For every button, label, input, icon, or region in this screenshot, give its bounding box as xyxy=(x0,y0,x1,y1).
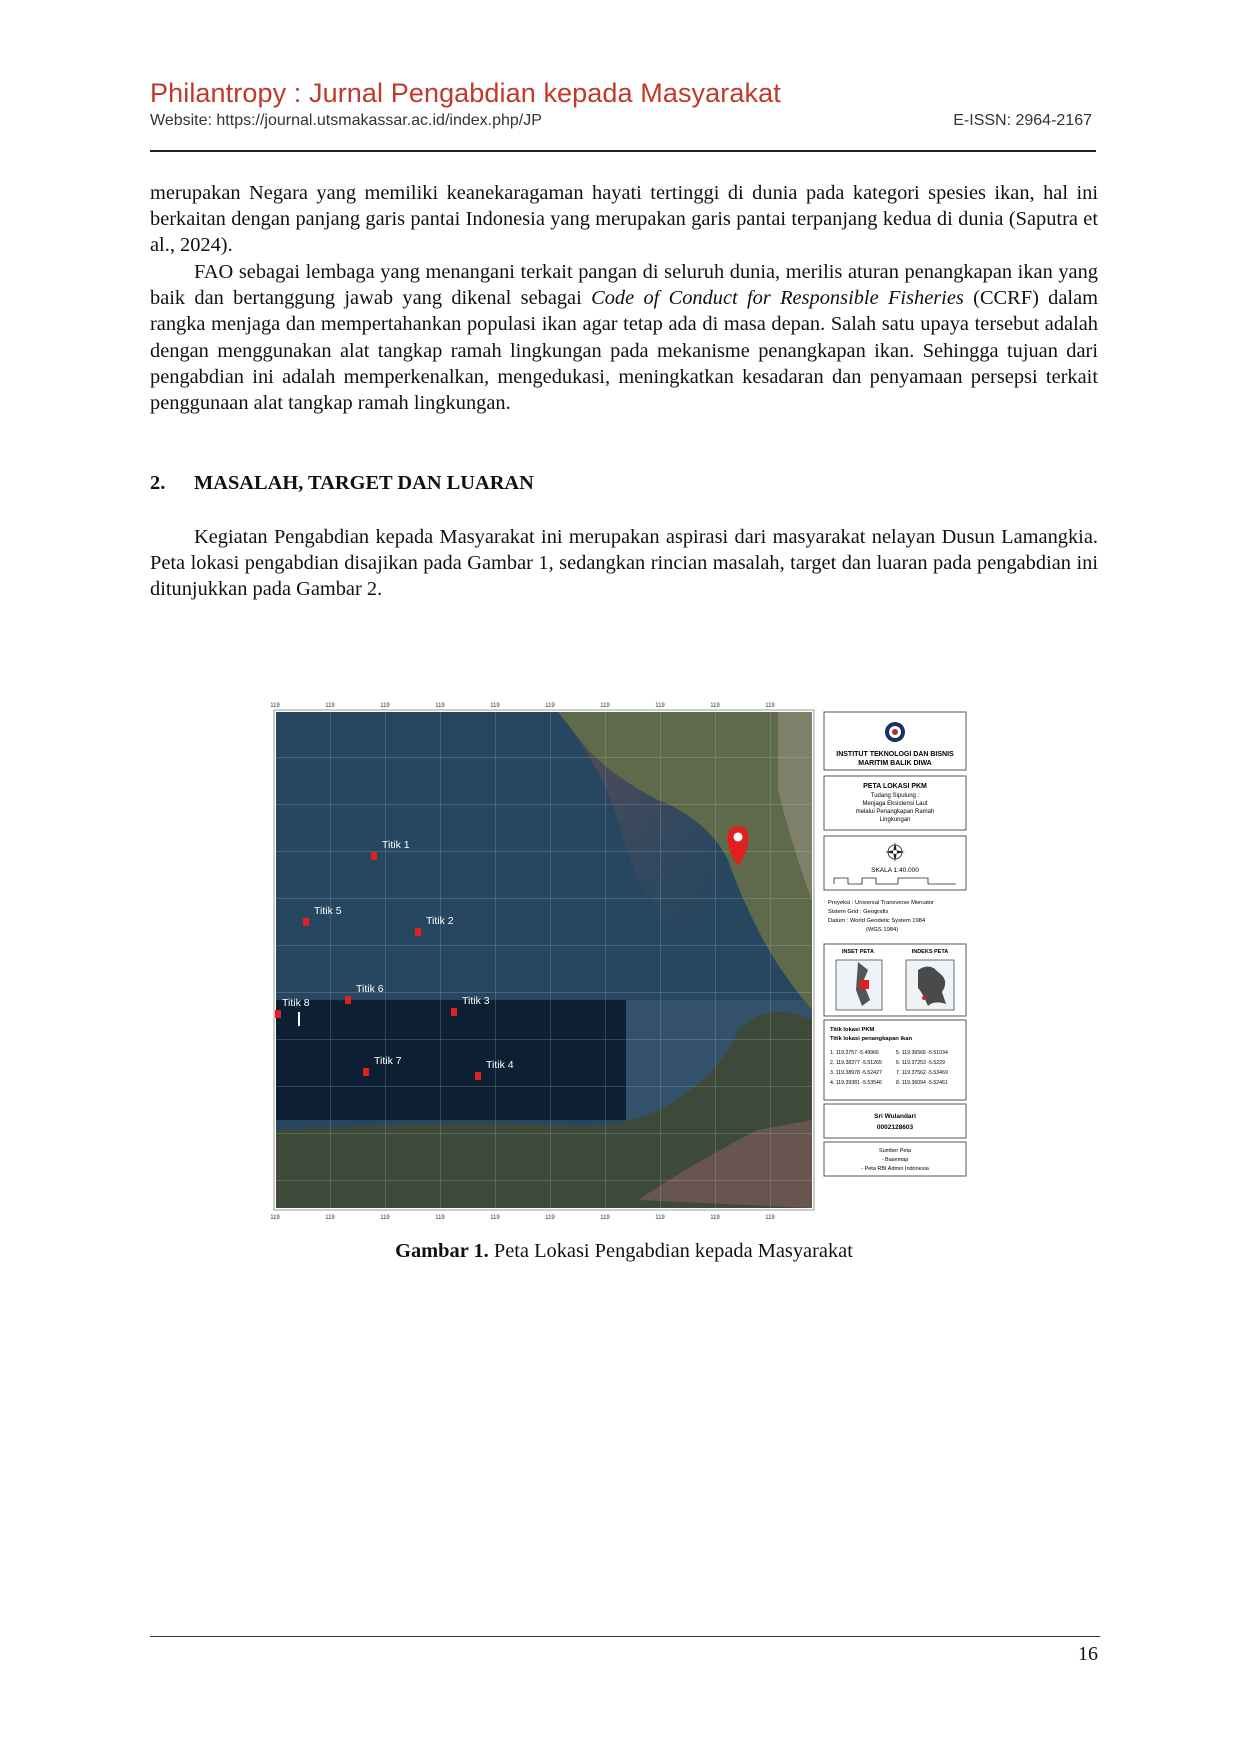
paragraph-1 xyxy=(150,180,1098,259)
section-number: 2. xyxy=(150,472,166,494)
location-map xyxy=(258,700,988,1220)
legend-scale: SKALA 1:40.000 xyxy=(871,867,919,874)
paragraph-2-part-a: FAO sebagai lembaga yang menangani terkait pangan di seluruh dunia, merilis aturan penangkapan ikan yang baik dan bertanggung jawab yang dikenal sebagai xyxy=(150,261,1098,310)
map-tick-label: 119 xyxy=(710,1215,720,1220)
map-tick-label: 119 xyxy=(765,1215,775,1220)
legend-coord: 1. 119.3757 -5.49966 xyxy=(830,1050,879,1056)
paragraph-2-text xyxy=(150,259,1098,416)
legend-institution-line2: MARITIM BALIK DIWA xyxy=(858,760,932,767)
paragraph-2 xyxy=(150,259,1098,416)
legend-source-2: - Peta RBI Admin Indonesia xyxy=(861,1166,929,1172)
legend-inset-title: INSET PETA xyxy=(842,949,874,955)
legend-coord: 7. 119.37562 -5.53469 xyxy=(896,1070,948,1076)
map-tick-label: 119 xyxy=(545,703,555,709)
map-tick-label: 119 xyxy=(380,1215,390,1220)
legend-source-title: Sumber Peta xyxy=(878,1148,912,1154)
footer-divider xyxy=(150,1636,1100,1637)
map-tick-label: 119 xyxy=(435,703,445,709)
page-number: 16 xyxy=(1078,1643,1098,1665)
legend-fishing-point: Titik lokasi penangkapan ikan xyxy=(830,1036,913,1042)
journal-issn: E-ISSN: 2964-2167 xyxy=(953,112,1092,129)
map-tick-label: 119 xyxy=(325,1215,335,1220)
svg-text:Titik 3: Titik 3 xyxy=(462,995,490,1007)
svg-text:Titik 6: Titik 6 xyxy=(356,983,384,995)
legend-subtitle-3: melalui Penangkapan Ramah xyxy=(855,809,935,815)
journal-header xyxy=(150,76,1096,130)
paragraph-2-part-b: (CCRF) dalam rangka menjaga dan mempertahankan populasi ikan agar tetap ada di masa depan. Salah satu upaya tersebut adalah dengan menggunakan alat tangkap ramah lingkungan pada mekanisme penangkapan ikan. Sehingga tujuan dari pengabdian ini adalah memperkenalkan, mengedukasi, meningkatkan kesadaran dan penyamaan persepsi terkait penggunaan alat tangkap ramah lingkungan. xyxy=(150,287,1098,415)
legend-source-1: - Basemap xyxy=(881,1157,909,1163)
figure-caption-label: Gambar 1. xyxy=(395,1240,489,1262)
paragraph-3-text: Kegiatan Pengabdian kepada Masyarakat ini merupakan aspirasi dari masyarakat nelayan Dusun Lamangkia. Peta lokasi pengabdian disajikan pada Gambar 1, sedangkan rincian masalah, target dan luaran pada pengabdian ini ditunjukkan pada Gambar 2. xyxy=(150,526,1098,601)
section-title: MASALAH, TARGET DAN LUARAN xyxy=(194,472,534,494)
map-tick-label: 119 xyxy=(325,703,335,709)
legend-coord: 5. 119.36566 -5.51034 xyxy=(896,1050,948,1056)
inset-location-square xyxy=(860,980,869,989)
map-tick-label: 119 xyxy=(655,1215,665,1220)
figure-caption-text: Peta Lokasi Pengabdian kepada Masyarakat xyxy=(488,1240,853,1262)
figure-map xyxy=(258,700,988,1220)
map-tick-label: 119 xyxy=(490,703,500,709)
paragraph-2-italic: Code of Conduct for Responsible Fisheries xyxy=(591,287,964,310)
legend-projection: Proyeksi : Universal Transverse Mercator xyxy=(828,900,934,906)
map-tick-label: 119 xyxy=(600,703,610,709)
legend-author-box xyxy=(824,1104,966,1138)
legend-coord: 3. 119.38978 -5.52427 xyxy=(830,1070,882,1076)
map-ticks-top xyxy=(270,703,775,709)
section-heading xyxy=(150,470,1098,496)
svg-text:Titik 4: Titik 4 xyxy=(486,1059,514,1071)
paragraph-3 xyxy=(150,524,1098,603)
legend-author: Sri Wulandari xyxy=(874,1113,916,1120)
legend-datum-2: (WGS 1984) xyxy=(866,927,899,933)
legend-grid: Sistem Grid : Geografis xyxy=(828,909,889,915)
map-tick-label: 119 xyxy=(655,703,665,709)
legend-institution-line1: INSTITUT TEKNOLOGI DAN BISNIS xyxy=(836,751,954,758)
map-tick-label: 119 xyxy=(490,1215,500,1220)
legend-map-title: PETA LOKASI PKM xyxy=(863,783,927,790)
svg-text:Titik 8: Titik 8 xyxy=(282,997,310,1009)
legend-index-title: INDEKS PETA xyxy=(911,949,949,955)
map-tick-label: 119 xyxy=(545,1215,555,1220)
map-tick-label: 119 xyxy=(270,1215,280,1220)
svg-text:Titik 1: Titik 1 xyxy=(382,839,410,851)
journal-title: Philantropy : Jurnal Pengabdian kepada Masyarakat xyxy=(150,78,781,108)
header-meta xyxy=(150,112,1096,130)
figure-caption xyxy=(150,1240,1098,1263)
header-divider xyxy=(150,150,1096,152)
svg-text:Titik 7: Titik 7 xyxy=(374,1055,402,1067)
legend-subtitle-4: Lingkungan xyxy=(879,817,911,823)
legend-coord: 8. 119.36094 -5.52461 xyxy=(896,1080,948,1086)
legend-coord: 4. 119.39381 -5.53546 xyxy=(830,1080,882,1086)
journal-website[interactable]: Website: https://journal.utsmakassar.ac.id/index.php/JP xyxy=(150,112,542,129)
legend-pkm-point: Titik lokasi PKM xyxy=(830,1027,875,1033)
map-ticks-bottom xyxy=(270,1215,775,1220)
map-tick-label: 119 xyxy=(765,703,775,709)
map-tick-label: 119 xyxy=(435,1215,445,1220)
map-tick-label: 119 xyxy=(380,703,390,709)
map-tick-label: 119 xyxy=(710,703,720,709)
map-grid xyxy=(276,712,812,1208)
svg-text:Titik 2: Titik 2 xyxy=(426,915,454,927)
map-tick-label: 119 xyxy=(270,703,280,709)
legend-author-id: 0002128603 xyxy=(876,1124,914,1131)
legend-coord: 2. 119.38377 -5.51265 xyxy=(830,1060,882,1066)
legend-subtitle-2: Menjaga Eksistensi Laut xyxy=(862,801,928,807)
legend-subtitle-1: Tudang Sipulung : xyxy=(870,793,920,799)
map-tick-label: 119 xyxy=(600,1215,610,1220)
paragraph-1-text: merupakan Negara yang memiliki keanekaragaman hayati tertinggi di dunia pada kategori spesies ikan, hal ini berkaitan dengan panjang garis pantai Indonesia yang merupakan garis pantai terpanjang kedua di dunia (Saputra et al., 2024). xyxy=(150,182,1098,257)
legend-coord: 6. 119.37253 -5.5229 xyxy=(896,1060,945,1066)
legend-datum: Datum : World Geodetic System 1984 xyxy=(828,918,926,924)
svg-text:Titik 5: Titik 5 xyxy=(314,905,342,917)
map-legend xyxy=(824,712,966,1176)
